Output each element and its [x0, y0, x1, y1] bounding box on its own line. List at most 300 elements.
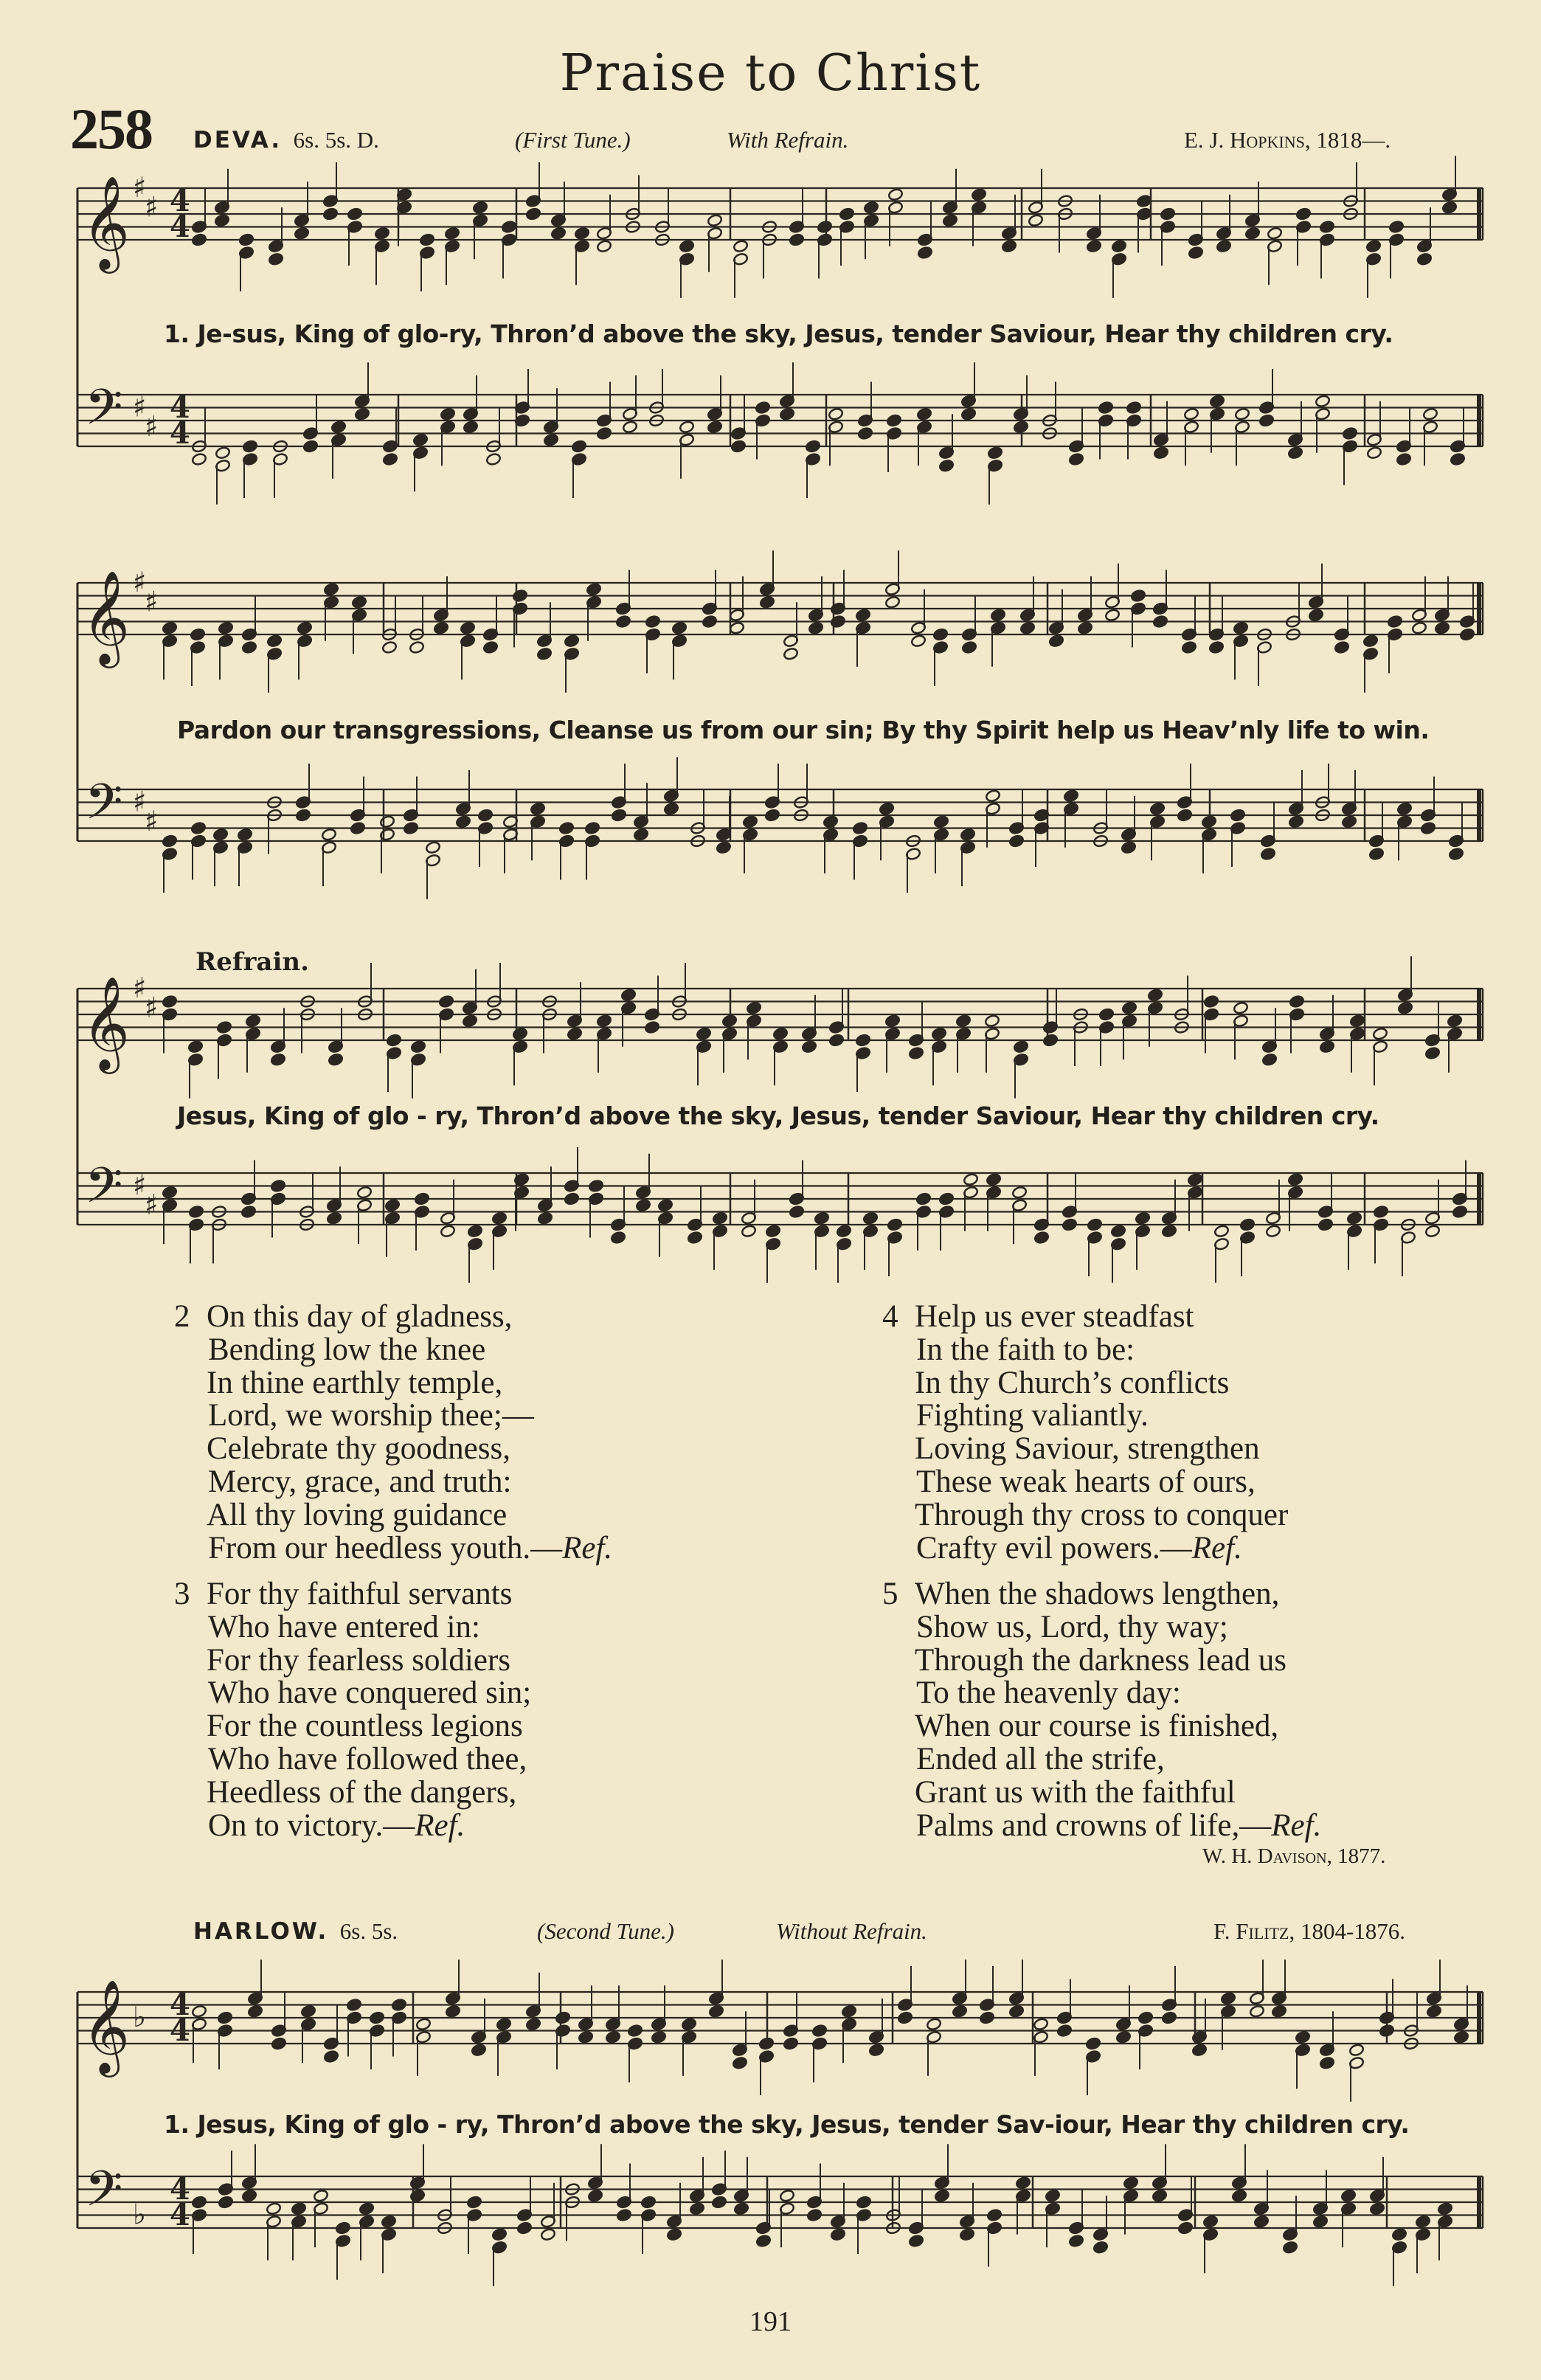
- note-head: [212, 828, 228, 841]
- note-head: [414, 1192, 429, 1205]
- verse-line: In thy Church’s conflicts: [915, 1365, 1230, 1400]
- note-head: [425, 841, 440, 854]
- note-head: [1319, 1040, 1334, 1054]
- note-head: [596, 240, 612, 253]
- note-head: [328, 1053, 343, 1066]
- sharp-icon: ♯: [145, 804, 159, 837]
- note-head: [1213, 1225, 1229, 1238]
- verse-line: Who have followed thee,: [208, 1741, 527, 1777]
- note-head: [242, 440, 257, 453]
- note-head: [1008, 834, 1024, 848]
- note-head: [1015, 2176, 1031, 2190]
- note-head: [783, 647, 798, 660]
- note-head: [1008, 2004, 1024, 2018]
- note-head: [482, 640, 498, 654]
- note-head: [162, 994, 177, 1008]
- note-head: [1191, 2044, 1207, 2057]
- note-head: [1441, 201, 1457, 214]
- note-head: [960, 828, 975, 841]
- note-head: [610, 1231, 626, 1244]
- note-head: [294, 226, 309, 240]
- note-head: [584, 821, 600, 834]
- note-head: [1161, 2011, 1177, 2024]
- note-head: [1420, 821, 1436, 834]
- verse-line: On to victory.—: [208, 1808, 415, 1843]
- note-head: [1452, 1205, 1467, 1218]
- note-head: [433, 621, 449, 634]
- note-head: [1130, 589, 1146, 602]
- note-head: [1028, 214, 1043, 227]
- flat-icon: ♭: [133, 2001, 146, 2033]
- verse-line: Help us ever steadfast: [915, 1299, 1194, 1334]
- note-head: [354, 407, 370, 421]
- note-head: [1161, 1225, 1177, 1238]
- note-head: [571, 440, 586, 453]
- bass-clef-icon: 𝄢: [85, 773, 123, 843]
- treble-clef-icon: 𝄞: [82, 1979, 131, 2073]
- note-head: [801, 1040, 817, 1054]
- note-head: [187, 1040, 203, 1054]
- note-head: [886, 414, 901, 427]
- note-head: [1415, 2215, 1430, 2228]
- note-head: [1239, 1218, 1255, 1231]
- note-head: [188, 1205, 204, 1218]
- verse-line: Palms and crowns of life,—: [916, 1808, 1272, 1843]
- tune-meter: 6s. 5s.: [339, 1918, 398, 1944]
- verse-5: [882, 1578, 1321, 1842]
- refrain-cue: Ref.: [562, 1530, 613, 1566]
- note-head: [616, 2208, 631, 2221]
- note-head: [1267, 226, 1282, 240]
- note-head: [466, 2196, 482, 2209]
- treble-clef-icon: 𝄞: [82, 975, 131, 1070]
- note-head: [1068, 452, 1084, 466]
- note-head: [419, 233, 434, 246]
- note-head: [759, 595, 775, 609]
- note-head: [374, 226, 389, 240]
- note-head: [491, 2228, 507, 2241]
- note-head: [986, 1173, 1001, 1186]
- note-head: [712, 1211, 727, 1225]
- note-head: [611, 809, 626, 822]
- note-head: [530, 802, 545, 815]
- note-head: [828, 1034, 844, 1047]
- note-head: [321, 828, 336, 841]
- verse-number: 5: [882, 1577, 898, 1611]
- note-head: [1334, 640, 1349, 654]
- note-head: [635, 1199, 651, 1212]
- note-head: [1258, 414, 1274, 427]
- treble-clef-icon: 𝄞: [82, 175, 131, 269]
- refrain-cue: Ref.: [415, 1808, 465, 1843]
- final-barline: [1477, 395, 1481, 446]
- note-head: [1411, 621, 1427, 634]
- note-head: [1045, 2189, 1060, 2202]
- bass-clef-icon: 𝄢: [85, 378, 123, 448]
- note-head: [1135, 1211, 1150, 1225]
- note-head: [218, 2196, 233, 2209]
- note-head: [702, 615, 717, 628]
- note-head: [1289, 994, 1304, 1008]
- verse-line: All thy loving guidance: [207, 1497, 508, 1532]
- note-head: [1271, 2004, 1287, 2018]
- note-head: [644, 1020, 659, 1034]
- note-head: [814, 1211, 829, 1225]
- note-head: [955, 1014, 971, 1028]
- note-head: [1372, 1027, 1388, 1040]
- verse-line: These weak hearts of ours,: [916, 1464, 1256, 1499]
- verse-line: From our heedless youth.—: [208, 1530, 563, 1566]
- note-head: [1121, 841, 1136, 854]
- note-head: [1342, 426, 1357, 440]
- note-head: [933, 815, 949, 828]
- final-barline: [1477, 188, 1481, 240]
- note-head: [1459, 628, 1475, 641]
- note-head: [1231, 2189, 1247, 2202]
- note-head: [214, 214, 229, 227]
- note-head: [543, 433, 558, 446]
- note-head: [1201, 815, 1216, 828]
- note-head: [1369, 2202, 1385, 2215]
- note-head: [1366, 446, 1382, 460]
- note-head: [987, 446, 1002, 460]
- page-title: Praise to Christ: [559, 44, 982, 103]
- note-head: [808, 621, 823, 634]
- note-head: [1230, 809, 1245, 822]
- note-head: [960, 407, 976, 421]
- note-head: [733, 2202, 749, 2215]
- note-head: [836, 1225, 851, 1238]
- tune-note: (First Tune.): [515, 127, 631, 153]
- note-head: [1365, 240, 1381, 253]
- sharp-icon: ♯: [133, 171, 147, 204]
- note-head: [1001, 240, 1017, 253]
- note-head: [1203, 994, 1219, 1008]
- note-head: [1396, 802, 1412, 815]
- note-head: [415, 2018, 431, 2031]
- note-head: [730, 440, 746, 453]
- note-head: [346, 1998, 361, 2011]
- note-head: [615, 615, 631, 628]
- time-signature: 4: [170, 2013, 190, 2048]
- note-head: [779, 407, 794, 421]
- note-head: [1416, 252, 1432, 266]
- note-head: [162, 834, 177, 848]
- note-head: [651, 2030, 666, 2044]
- note-head: [755, 2234, 771, 2247]
- note-head: [555, 2011, 570, 2024]
- note-head: [270, 1179, 285, 1192]
- note-head: [1062, 1218, 1077, 1231]
- note-head: [855, 609, 870, 622]
- note-head: [852, 821, 868, 834]
- verse-2: [174, 1301, 612, 1565]
- final-barline: [1477, 989, 1481, 1040]
- note-head: [462, 1014, 477, 1028]
- note-head: [330, 421, 346, 434]
- note-head: [711, 2196, 727, 2209]
- note-head: [1260, 847, 1275, 860]
- note-head: [1042, 1034, 1058, 1047]
- note-head: [540, 2228, 555, 2241]
- treble-clef-icon: 𝄞: [82, 570, 131, 664]
- bass-clef-icon: 𝄢: [85, 1157, 123, 1226]
- verse-line: Fighting valiantly.: [916, 1398, 1149, 1433]
- verse-line: Mercy, grace, and truth:: [208, 1464, 512, 1499]
- time-signature: 4: [170, 210, 190, 244]
- composer-credit: E. J. Hopkins, 1818—.: [1184, 127, 1391, 153]
- note-head: [942, 214, 958, 227]
- note-head: [1013, 1040, 1028, 1054]
- lyrics-line-harlow: 1. Jesus, King of glo - ry, Thron’d above the sky, Jesus, tender Sav-iour, Hear thy children cry.: [164, 2110, 1410, 2139]
- note-head: [512, 1027, 527, 1040]
- note-head: [268, 252, 283, 266]
- note-head: [863, 201, 879, 214]
- verse-line: Heedless of the dangers,: [207, 1774, 517, 1810]
- sharp-icon: ♯: [133, 566, 147, 598]
- verse-number: 3: [174, 1577, 190, 1611]
- note-head: [1348, 2044, 1364, 2057]
- note-head: [1308, 609, 1323, 622]
- note-head: [1426, 2004, 1441, 2018]
- note-head: [496, 2018, 511, 2031]
- note-head: [295, 809, 311, 822]
- note-head: [1098, 1008, 1114, 1021]
- note-head: [271, 2037, 286, 2050]
- note-head: [733, 240, 748, 253]
- final-barline: [1477, 1992, 1481, 2044]
- refrain-note: Without Refrain.: [776, 1918, 927, 1944]
- note-head: [887, 1218, 902, 1231]
- note-head: [1126, 401, 1141, 414]
- note-head: [915, 1192, 931, 1205]
- note-head: [477, 809, 493, 822]
- note-head: [381, 640, 397, 654]
- note-head: [811, 2024, 827, 2037]
- verse-line: In the faith to be:: [916, 1332, 1135, 1367]
- note-head: [908, 2234, 924, 2247]
- note-head: [1177, 809, 1192, 822]
- note-head: [1287, 446, 1303, 460]
- note-head: [938, 1192, 954, 1205]
- note-head: [386, 1034, 401, 1047]
- verse-line: For thy faithful servants: [207, 1577, 513, 1611]
- note-head: [663, 802, 679, 815]
- lyrics-line-3: Jesus, King of glo - ry, Thron’d above the sky, Jesus, tender Saviour, Hear thy children cry.: [177, 1101, 1379, 1130]
- note-head: [772, 1027, 788, 1040]
- note-head: [564, 634, 579, 648]
- note-head: [403, 821, 418, 834]
- note-head: [716, 841, 731, 854]
- note-head: [445, 2004, 460, 2018]
- flat-icon: ♭: [133, 2198, 146, 2231]
- note-head: [266, 634, 282, 648]
- note-head: [525, 207, 541, 221]
- note-head: [841, 2004, 856, 2018]
- note-head: [746, 1001, 761, 1014]
- note-head: [879, 802, 894, 815]
- note-head: [884, 595, 900, 609]
- note-head: [917, 246, 932, 259]
- note-head: [191, 233, 207, 246]
- note-head: [1368, 847, 1384, 860]
- note-head: [1340, 2189, 1356, 2202]
- note-head: [789, 233, 804, 246]
- note-head: [322, 207, 338, 221]
- note-head: [742, 815, 758, 828]
- note-head: [266, 2202, 281, 2215]
- note-head: [645, 615, 660, 628]
- note-head: [1234, 407, 1250, 421]
- note-head: [350, 821, 365, 834]
- note-head: [971, 188, 986, 201]
- verse-line: Grant us with the faithful: [915, 1774, 1236, 1810]
- note-head: [356, 1186, 372, 1199]
- note-head: [1448, 847, 1464, 860]
- note-head: [1447, 1014, 1462, 1028]
- note-head: [1288, 815, 1303, 828]
- note-head: [1147, 989, 1163, 1002]
- note-head: [622, 421, 637, 434]
- note-head: [916, 407, 932, 421]
- note-head: [910, 634, 926, 648]
- note-head: [640, 2196, 656, 2209]
- note-head: [1149, 802, 1165, 815]
- note-head: [721, 1014, 737, 1028]
- note-head: [1068, 2234, 1084, 2247]
- note-head: [839, 207, 854, 221]
- final-barline: [1477, 1173, 1481, 1225]
- note-head: [588, 1179, 603, 1192]
- note-head: [1085, 2037, 1101, 2050]
- note-head: [1319, 2056, 1334, 2069]
- verse-4: [882, 1301, 1288, 1565]
- note-head: [830, 615, 845, 628]
- note-head: [1319, 220, 1334, 233]
- note-head: [959, 2228, 974, 2241]
- verse-line: To the heavenly day:: [916, 1675, 1181, 1711]
- note-head: [291, 2202, 306, 2215]
- bass-clef-icon: 𝄢: [85, 2160, 123, 2229]
- note-head: [218, 621, 233, 634]
- hymn-number: 258: [70, 97, 152, 161]
- note-head: [961, 640, 977, 654]
- note-head: [1033, 2018, 1048, 2031]
- lyrics-line-1: 1. Je-sus, King of glo-ry, Thron’d above the sky, Jesus, tender Saviour, Hear thy children cry.: [164, 319, 1393, 348]
- note-head: [1048, 634, 1064, 648]
- verse-line: Lord, we worship thee;—: [208, 1398, 534, 1433]
- note-head: [1265, 1225, 1281, 1238]
- note-head: [681, 2018, 696, 2031]
- verse-line: Celebrate thy goodness,: [207, 1431, 510, 1467]
- note-head: [1098, 401, 1113, 414]
- note-head: [1208, 640, 1224, 654]
- note-head: [215, 446, 230, 460]
- note-head: [855, 1034, 870, 1047]
- note-head: [1019, 621, 1035, 634]
- note-head: [190, 628, 205, 641]
- note-head: [952, 2004, 967, 2018]
- note-head: [666, 2228, 682, 2241]
- note-head: [758, 2037, 774, 2050]
- note-head: [191, 452, 207, 466]
- note-head: [633, 828, 648, 841]
- sharp-icon: ♯: [145, 409, 159, 443]
- note-head: [455, 815, 471, 828]
- final-barline: [1477, 2176, 1481, 2228]
- time-signature: 4: [170, 1988, 190, 2022]
- note-head: [1123, 2176, 1138, 2190]
- note-head: [1437, 2202, 1452, 2215]
- note-head: [536, 647, 552, 660]
- note-head: [1220, 1992, 1236, 2005]
- note-head: [1013, 421, 1028, 434]
- note-head: [347, 207, 362, 221]
- note-head: [857, 426, 873, 440]
- note-head: [1453, 2030, 1469, 2044]
- note-head: [657, 1199, 673, 1212]
- note-head: [887, 188, 903, 201]
- note-head: [1379, 2024, 1394, 2037]
- note-head: [1397, 1001, 1413, 1014]
- note-head: [586, 583, 601, 596]
- note-head: [741, 1225, 756, 1238]
- note-head: [1011, 1186, 1027, 1199]
- sharp-icon: ♯: [145, 190, 159, 224]
- note-head: [1388, 220, 1404, 233]
- note-head: [1233, 1001, 1248, 1014]
- note-head: [1244, 226, 1260, 240]
- note-head: [564, 1192, 579, 1205]
- time-signature: 4: [170, 184, 190, 218]
- note-head: [830, 2228, 845, 2241]
- note-head: [216, 1020, 232, 1034]
- note-head: [1110, 1225, 1126, 1238]
- refrain-cue: Ref.: [1191, 1530, 1242, 1566]
- refrain-cue: Ref.: [1271, 1808, 1322, 1843]
- note-head: [578, 2030, 593, 2044]
- note-head: [679, 240, 694, 253]
- note-head: [381, 2215, 396, 2228]
- note-head: [550, 226, 566, 240]
- sharp-icon: ♯: [133, 785, 147, 818]
- note-head: [191, 2004, 207, 2018]
- note-head: [732, 2056, 747, 2069]
- note-head: [1424, 1046, 1440, 1059]
- note-head: [627, 2024, 643, 2037]
- note-head: [1092, 2241, 1108, 2254]
- note-head: [237, 828, 252, 841]
- note-head: [1063, 789, 1078, 803]
- note-head: [512, 589, 527, 602]
- note-head: [302, 440, 318, 453]
- note-head: [525, 2018, 541, 2031]
- time-signature: 4: [170, 416, 190, 451]
- note-head: [765, 1225, 780, 1238]
- note-head: [1261, 1053, 1277, 1066]
- note-head: [707, 214, 722, 227]
- note-head: [979, 2011, 994, 2024]
- note-head: [567, 1027, 582, 1040]
- verse-line: In thine earthly temple,: [207, 1365, 503, 1400]
- note-head: [932, 628, 948, 641]
- note-head: [1282, 2241, 1298, 2254]
- note-head: [1216, 240, 1231, 253]
- note-head: [931, 1027, 946, 1040]
- note-head: [369, 2011, 384, 2024]
- note-head: [1111, 240, 1126, 253]
- verse-line: Through thy cross to conquer: [915, 1497, 1289, 1532]
